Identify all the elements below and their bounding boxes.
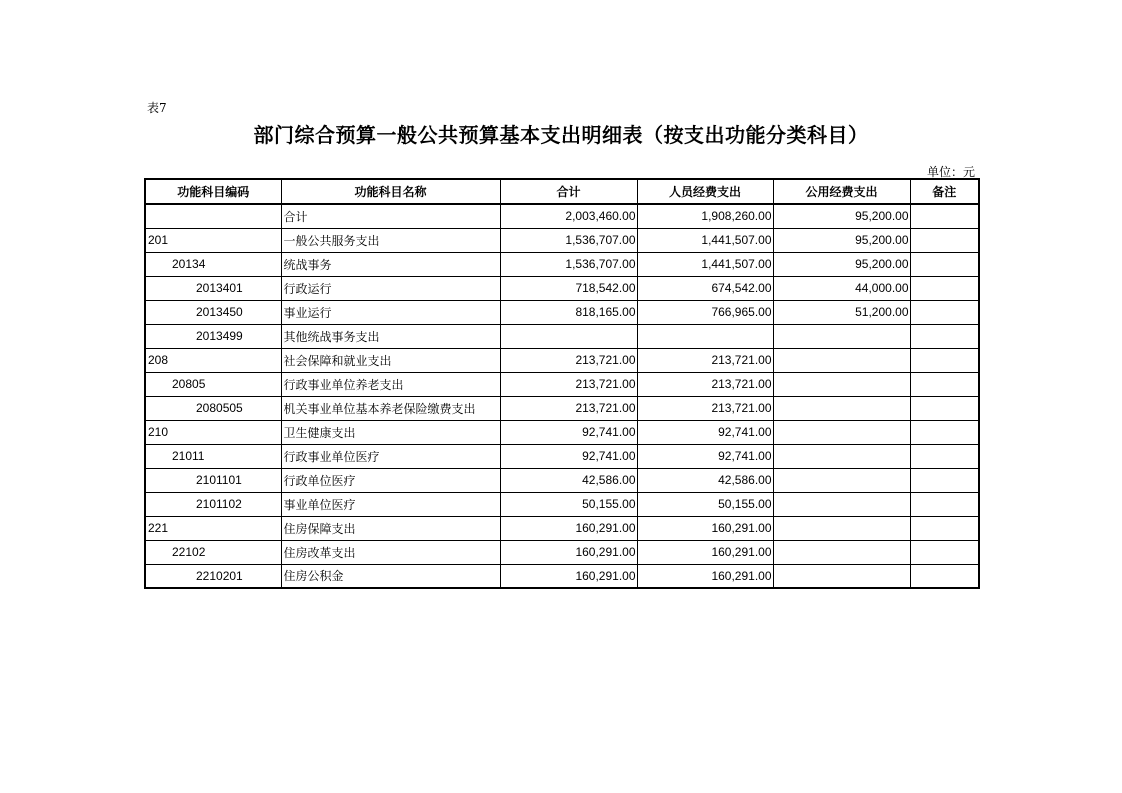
table-header-row (145, 179, 979, 204)
table-row (145, 444, 979, 468)
page-title: 部门综合预算一般公共预算基本支出明细表（按支出功能分类科目） (253, 123, 869, 147)
cell-personnel: 160,291.00 (637, 540, 773, 564)
cell-code: 221 (145, 516, 281, 540)
cell-public (773, 564, 910, 588)
cell-code: 2013450 (145, 300, 281, 324)
cell-public: 95,200.00 (773, 252, 910, 276)
cell-note (910, 444, 979, 468)
cell-personnel: 1,908,260.00 (637, 204, 773, 228)
cell-total: 50,155.00 (500, 492, 637, 516)
cell-note (910, 228, 979, 252)
cell-total: 42,586.00 (500, 468, 637, 492)
table-row (145, 516, 979, 540)
cell-public (773, 516, 910, 540)
cell-code: 208 (145, 348, 281, 372)
cell-name: 卫生健康支出 (281, 420, 500, 444)
cell-code: 2013499 (145, 324, 281, 348)
cell-note (910, 300, 979, 324)
cell-public (773, 444, 910, 468)
cell-note (910, 540, 979, 564)
cell-code: 2080505 (145, 396, 281, 420)
cell-personnel: 1,441,507.00 (637, 252, 773, 276)
cell-note (910, 396, 979, 420)
cell-code: 21011 (145, 444, 281, 468)
cell-note (910, 348, 979, 372)
cell-name: 住房保障支出 (281, 516, 500, 540)
table-row (145, 468, 979, 492)
cell-personnel: 213,721.00 (637, 372, 773, 396)
cell-public (773, 420, 910, 444)
cell-note (910, 252, 979, 276)
cell-public (773, 372, 910, 396)
cell-personnel: 92,741.00 (637, 420, 773, 444)
cell-personnel (637, 324, 773, 348)
cell-note (910, 492, 979, 516)
cell-code: 2101101 (145, 468, 281, 492)
table-row (145, 228, 979, 252)
table-row (145, 492, 979, 516)
unit-label: 单位：元 (926, 165, 975, 179)
cell-code: 20134 (145, 252, 281, 276)
header-personnel: 人员经费支出 (637, 179, 773, 204)
cell-personnel: 160,291.00 (637, 516, 773, 540)
cell-total: 92,741.00 (500, 420, 637, 444)
cell-code (145, 204, 281, 228)
cell-note (910, 420, 979, 444)
cell-public (773, 492, 910, 516)
cell-name: 合计 (281, 204, 500, 228)
cell-total: 718,542.00 (500, 276, 637, 300)
cell-public (773, 540, 910, 564)
cell-code: 2013401 (145, 276, 281, 300)
table-row (145, 420, 979, 444)
table-row (145, 348, 979, 372)
cell-name: 其他统战事务支出 (281, 324, 500, 348)
cell-total: 213,721.00 (500, 372, 637, 396)
cell-personnel: 92,741.00 (637, 444, 773, 468)
cell-code: 210 (145, 420, 281, 444)
cell-total: 213,721.00 (500, 348, 637, 372)
table-body (145, 204, 979, 588)
cell-personnel: 42,586.00 (637, 468, 773, 492)
cell-name: 统战事务 (281, 252, 500, 276)
cell-note (910, 204, 979, 228)
cell-public: 44,000.00 (773, 276, 910, 300)
cell-note (910, 516, 979, 540)
cell-note (910, 276, 979, 300)
cell-code: 20805 (145, 372, 281, 396)
cell-name: 社会保障和就业支出 (281, 348, 500, 372)
cell-total: 160,291.00 (500, 564, 637, 588)
cell-name: 住房公积金 (281, 564, 500, 588)
cell-name: 机关事业单位基本养老保险缴费支出 (281, 396, 500, 420)
cell-code: 201 (145, 228, 281, 252)
cell-personnel: 50,155.00 (637, 492, 773, 516)
expenditure-table (144, 178, 980, 589)
header-note: 备注 (910, 179, 979, 204)
cell-code: 2210201 (145, 564, 281, 588)
cell-code: 2101102 (145, 492, 281, 516)
header-name: 功能科目名称 (281, 179, 500, 204)
cell-total (500, 324, 637, 348)
cell-public: 95,200.00 (773, 228, 910, 252)
cell-name: 行政运行 (281, 276, 500, 300)
cell-name: 一般公共服务支出 (281, 228, 500, 252)
cell-note (910, 324, 979, 348)
table-row (145, 372, 979, 396)
cell-personnel: 160,291.00 (637, 564, 773, 588)
table-row (145, 276, 979, 300)
cell-public: 51,200.00 (773, 300, 910, 324)
cell-code: 22102 (145, 540, 281, 564)
cell-total: 818,165.00 (500, 300, 637, 324)
cell-personnel: 766,965.00 (637, 300, 773, 324)
cell-personnel: 674,542.00 (637, 276, 773, 300)
cell-personnel: 213,721.00 (637, 348, 773, 372)
cell-public: 95,200.00 (773, 204, 910, 228)
table-row (145, 564, 979, 588)
cell-public (773, 348, 910, 372)
table-row (145, 252, 979, 276)
table-row (145, 204, 979, 228)
cell-total: 213,721.00 (500, 396, 637, 420)
cell-public (773, 396, 910, 420)
cell-name: 事业运行 (281, 300, 500, 324)
table-row (145, 540, 979, 564)
cell-name: 事业单位医疗 (281, 492, 500, 516)
header-code: 功能科目编码 (145, 179, 281, 204)
cell-name: 行政事业单位医疗 (281, 444, 500, 468)
cell-total: 160,291.00 (500, 516, 637, 540)
cell-note (910, 564, 979, 588)
header-total: 合计 (500, 179, 637, 204)
cell-total: 160,291.00 (500, 540, 637, 564)
cell-public (773, 324, 910, 348)
table-row (145, 300, 979, 324)
cell-note (910, 468, 979, 492)
cell-public (773, 468, 910, 492)
cell-name: 住房改革支出 (281, 540, 500, 564)
cell-total: 92,741.00 (500, 444, 637, 468)
table-row (145, 324, 979, 348)
cell-total: 1,536,707.00 (500, 228, 637, 252)
header-public: 公用经费支出 (773, 179, 910, 204)
cell-name: 行政事业单位养老支出 (281, 372, 500, 396)
table-number: 表7 (147, 101, 167, 115)
cell-personnel: 213,721.00 (637, 396, 773, 420)
cell-total: 1,536,707.00 (500, 252, 637, 276)
cell-total: 2,003,460.00 (500, 204, 637, 228)
table-row (145, 396, 979, 420)
cell-note (910, 372, 979, 396)
cell-name: 行政单位医疗 (281, 468, 500, 492)
cell-personnel: 1,441,507.00 (637, 228, 773, 252)
